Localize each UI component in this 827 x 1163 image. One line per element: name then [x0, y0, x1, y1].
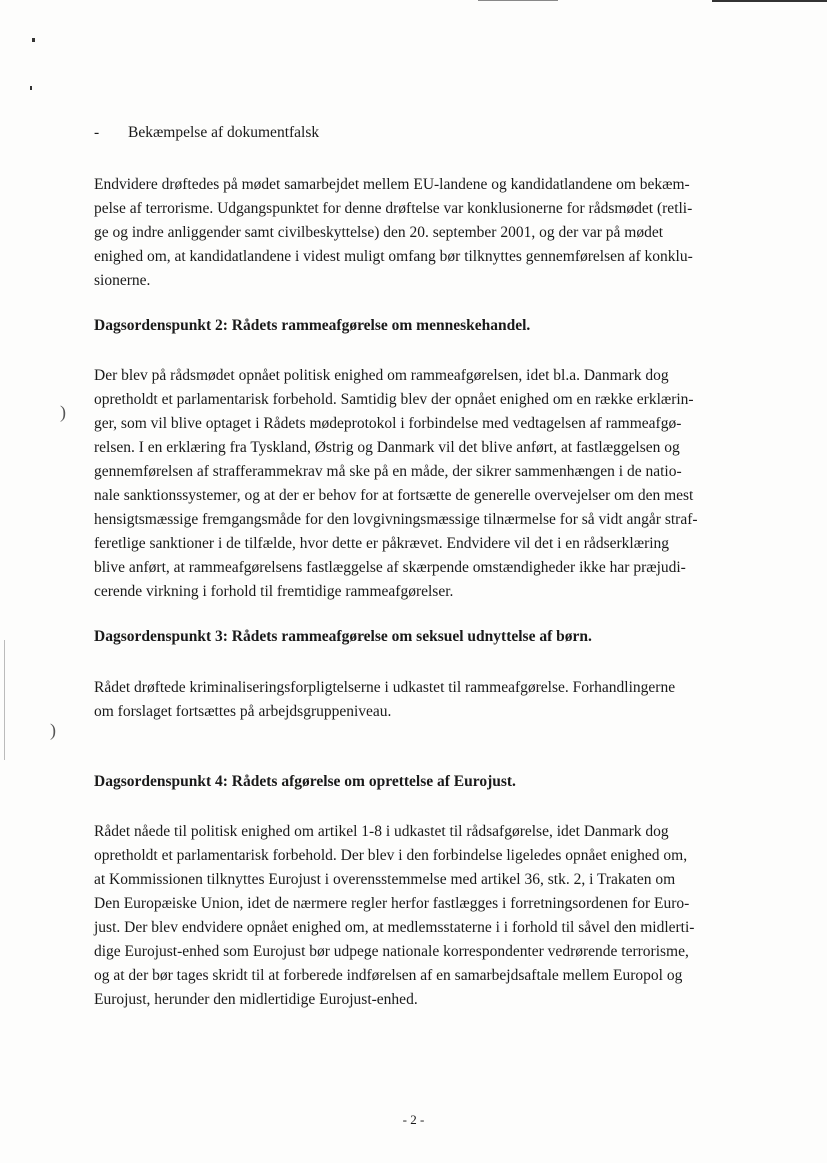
agenda-item-2-heading: Dagsordenspunkt 2: Rådets rammeafgørelse om menneskehandel.: [94, 317, 531, 334]
paragraph-2-line: blive anført, at rammeafgørelsens fastlæggelse af skærpende omstændigheder ikke har præjudi-: [94, 559, 686, 576]
paragraph-4-line: og at der bør tages skridt til at forberede indførelsen af en samarbejdsaftale mellem Europol og: [94, 967, 683, 984]
paragraph-3-line: om forslaget fortsættes på arbejdsgruppeniveau.: [94, 703, 392, 720]
paragraph-4-line: Den Europæiske Union, idet de nærmere regler herfor fastlægges i forretningsordenen for Euro-: [94, 895, 690, 912]
page-number: - 2 -: [402, 1112, 425, 1127]
paragraph-4-line: at Kommissionen tilknyttes Eurojust i overensstemmelse med artikel 36, stk. 2, i Trakaten om: [94, 871, 676, 888]
bullet-item: Bekæmpelse af dokumentfalsk: [128, 124, 320, 141]
paragraph-2-line: relsen. I en erklæring fra Tyskland, Østrig og Danmark vil det blive anført, at fastlæggelsen og: [94, 439, 680, 456]
paragraph-2-line: Der blev på rådsmødet opnået politisk enighed om rammeafgørelsen, idet bl.a. Danmark dog: [94, 367, 669, 384]
paragraph-2-line: gennemførelsen af strafferammekrav må ske på en måde, der sikrer sammenhængen i de natio-: [94, 463, 682, 480]
agenda-item-3-heading: Dagsordenspunkt 3: Rådets rammeafgørelse om seksuel udnyttelse af børn.: [94, 628, 592, 645]
scan-artifact-top-center: [478, 0, 558, 1]
paragraph-1-line: sionerne.: [94, 272, 151, 289]
paragraph-2-line: hensigtsmæssige fremgangsmåde for den lovgivningsmæssige tilnærmelse for så vidt angår straf-: [94, 511, 698, 528]
paragraph-4-line: Eurojust, herunder den midlertidige Eurojust-enhed.: [94, 991, 418, 1008]
agenda-item-4-heading: Dagsordenspunkt 4: Rådets afgørelse om oprettelse af Eurojust.: [94, 773, 516, 790]
paragraph-3-line: Rådet drøftede kriminaliseringsforpligtelserne i udkastet til rammeafgørelse. Forhandlingerne: [94, 679, 676, 696]
paragraph-2-line: ger, som vil blive optaget i Rådets mødeprotokol i forbindelse med vedtagelsen af rammeafgø-: [94, 415, 682, 432]
scan-artifact-dot-1: [32, 38, 35, 42]
paragraph-2-line: opretholdt et parlamentarisk forbehold. Samtidig blev der opnået enighed om en række erklærin-: [94, 391, 694, 408]
paragraph-1-line: pelse af terrorisme. Udgangspunktet for denne drøftelse var konklusionerne for rådsmødet (retli-: [94, 200, 693, 217]
scan-artifact-bracket-2: ): [50, 720, 56, 740]
paragraph-1-line: Endvidere drøftedes på mødet samarbejdet mellem EU-landene og kandidatlandene om bekæm-: [94, 176, 690, 193]
paragraph-1-line: ge og indre anliggender samt civilbeskyttelse) den 20. september 2001, og der var på mødet: [94, 224, 664, 241]
paragraph-2-line: feretlige sanktioner i de tilfælde, hvor dette er påkrævet. Endvidere vil det i en rådserklæring: [94, 535, 670, 552]
paragraph-4-line: opretholdt et parlamentarisk forbehold. Der blev i den forbindelse ligeledes opnået enighed om,: [94, 847, 688, 864]
paragraph-4-line: Rådet nåede til politisk enighed om artikel 1-8 i udkastet til rådsafgørelse, idet Danmark dog: [94, 823, 669, 840]
paragraph-2-line: nale sanktionssystemer, og at der er behov for at fortsætte de generelle overvejelser om den mest: [94, 487, 694, 504]
scan-artifact-margin-line: [4, 640, 5, 760]
paragraph-4-line: dige Eurojust-enhed som Eurojust bør udpege nationale korrespondenter vedrørende terrorisme,: [94, 943, 689, 960]
paragraph-2-line: cerende virkning i forhold til fremtidige rammeafgørelser.: [94, 583, 454, 600]
scan-artifact-bracket-1: ): [60, 402, 66, 422]
scan-artifact-top-right: [712, 0, 827, 2]
paragraph-4-line: just. Der blev endvidere opnået enighed om, at medlemsstaterne i i forhold til såvel den midlerti-: [94, 919, 695, 936]
scan-artifact-dot-2: [30, 86, 32, 90]
bullet-dash: -: [94, 124, 100, 141]
paragraph-1-line: enighed om, at kandidatlandene i videst muligt omfang bør tilknyttes gennemførelsen af konklu-: [94, 248, 693, 265]
